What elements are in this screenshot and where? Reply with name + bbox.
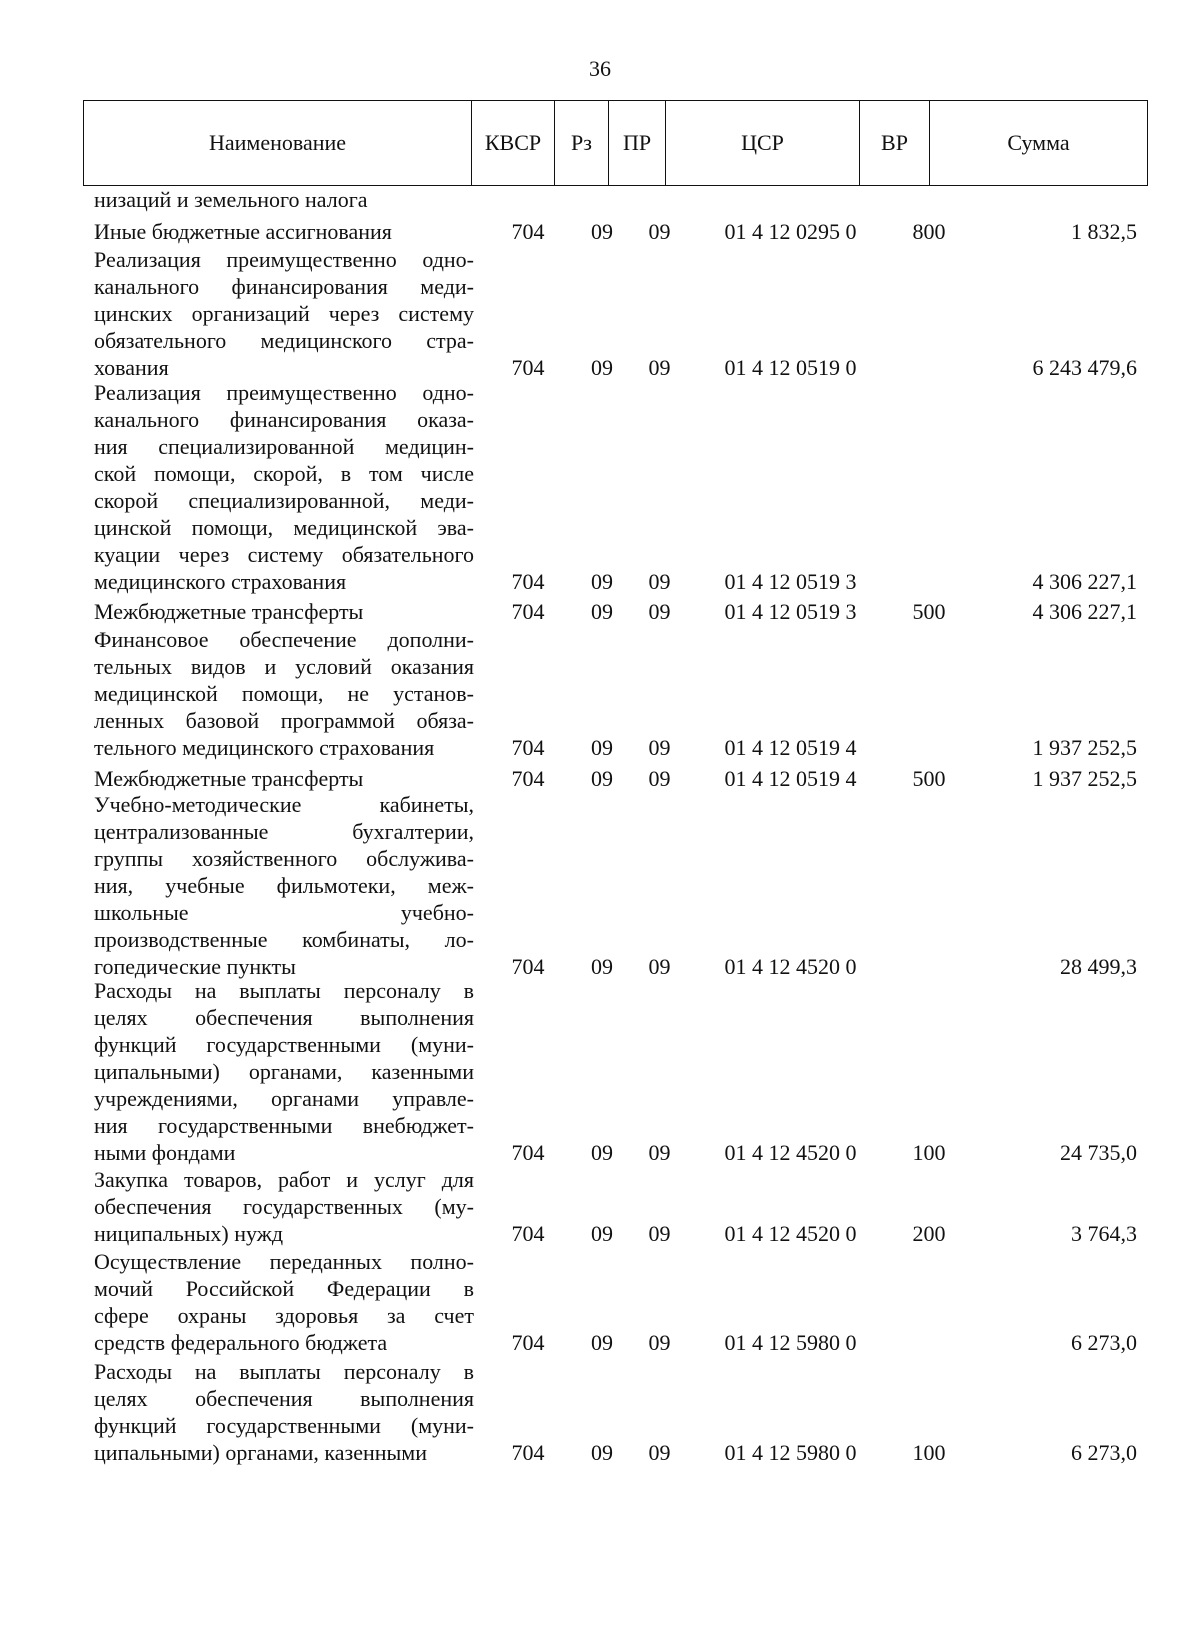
row-name-line: функций государственными (муни- — [94, 1031, 474, 1057]
cell-vr: 100 — [912, 1440, 946, 1466]
cell-csr: 01 4 12 4520 0 — [724, 953, 857, 979]
row-name-line: цинской помощи, медицинской эва- — [94, 514, 474, 540]
header-name: Наименование — [208, 130, 347, 155]
row-name-line: централизованные бухгалтерии, — [94, 818, 474, 844]
row-name-line: медицинской помощи, не установ- — [94, 680, 474, 706]
row-name — [94, 977, 474, 1166]
cell-pr: 09 — [648, 1221, 671, 1247]
cell-sum: 4 306 227,1 — [1032, 568, 1137, 594]
cell-sum: 6 273,0 — [1071, 1440, 1137, 1466]
header-csr: ЦСР — [665, 101, 859, 185]
row-name-line: гопедические пункты — [94, 953, 296, 979]
row-name-line: хования — [94, 354, 169, 380]
cell-csr: 01 4 12 0519 0 — [724, 354, 857, 380]
cell-rz: 09 — [591, 1139, 613, 1165]
cell-csr: 01 4 12 0519 4 — [724, 766, 857, 792]
row-name-line: тельного медицинского страхования — [94, 734, 435, 760]
table-row — [0, 1356, 1200, 1466]
cell-rz: 09 — [591, 1330, 613, 1356]
row-name-line: ципальными) органами, казенными — [94, 1058, 474, 1084]
cell-kvsr: 704 — [511, 219, 545, 245]
row-name-line: средств федерального бюджета — [94, 1330, 388, 1356]
cell-kvsr: 704 — [511, 354, 545, 380]
row-name — [94, 1358, 474, 1466]
row-name-line: группы хозяйственного обслужива- — [94, 845, 474, 871]
cell-rz: 09 — [591, 219, 613, 245]
cell-rz: 09 — [591, 354, 613, 380]
table-row — [0, 213, 1200, 245]
row-name-line: обязательного медицинского стра- — [94, 327, 474, 353]
cell-sum: 1 937 252,5 — [1032, 766, 1137, 792]
cell-pr: 09 — [648, 1440, 671, 1466]
table-row — [0, 244, 1200, 381]
cell-sum: 1 937 252,5 — [1032, 734, 1137, 760]
row-name-line: Расходы на выплаты персоналу в — [94, 1359, 474, 1385]
row-name-line: ния, учебные фильмотеки, меж- — [94, 872, 474, 898]
cell-rz: 09 — [591, 1221, 613, 1247]
cell-rz: 09 — [591, 953, 613, 979]
table-row — [0, 593, 1200, 625]
table-row — [0, 624, 1200, 761]
row-name — [94, 626, 474, 761]
row-name-line: канального финансирования меди- — [94, 273, 474, 299]
row-name-line: скорой специализированной, меди- — [94, 487, 474, 513]
row-name-line: Реализация преимущественно одно- — [94, 379, 474, 405]
cell-kvsr: 704 — [511, 766, 545, 792]
cell-kvsr: 704 — [511, 1330, 545, 1356]
row-name-line: мочий Российской Федерации в — [94, 1276, 474, 1302]
row-name — [94, 791, 474, 980]
cell-pr: 09 — [648, 766, 671, 792]
cell-vr: 500 — [912, 766, 946, 792]
row-name-line: ципальными) органами, казенными — [94, 1440, 427, 1466]
cell-sum: 6 243 479,6 — [1032, 354, 1137, 380]
cell-vr: 200 — [912, 1221, 946, 1247]
cell-csr: 01 4 12 0519 3 — [724, 599, 857, 625]
cell-kvsr: 704 — [511, 568, 545, 594]
row-name-line: ленных базовой программой обяза- — [94, 707, 474, 733]
table-row — [0, 380, 1200, 595]
row-name-line: Учебно-методические кабинеты, — [94, 791, 474, 817]
row-name — [94, 598, 474, 625]
table-row — [0, 1246, 1200, 1356]
table-row — [0, 791, 1200, 980]
cell-sum: 24 735,0 — [1060, 1139, 1137, 1165]
table-row — [0, 1163, 1200, 1247]
cell-csr: 01 4 12 0519 3 — [724, 568, 857, 594]
table-header — [83, 100, 1148, 186]
table-row — [0, 977, 1200, 1166]
row-name-line: тельных видов и условий оказания — [94, 653, 474, 679]
cell-sum: 1 832,5 — [1071, 219, 1137, 245]
row-name-line: учреждениями, органами управле- — [94, 1085, 474, 1111]
cell-sum: 4 306 227,1 — [1032, 599, 1137, 625]
cell-pr: 09 — [648, 734, 671, 760]
cell-csr: 01 4 12 0519 4 — [724, 734, 857, 760]
cell-kvsr: 704 — [511, 734, 545, 760]
header-kvsr: КВСР — [471, 101, 554, 185]
row-name — [94, 1166, 474, 1247]
row-name-line: Межбюджетные трансферты — [94, 599, 364, 625]
row-name-line: Межбюджетные трансферты — [94, 766, 364, 792]
row-name-line: функций государственными (муни- — [94, 1413, 474, 1439]
cell-pr: 09 — [648, 1139, 671, 1165]
cell-vr: 500 — [912, 599, 946, 625]
row-name-line: целях обеспечения выполнения — [94, 1386, 474, 1412]
cell-pr: 09 — [648, 599, 671, 625]
cell-kvsr: 704 — [511, 599, 545, 625]
cell-sum: 3 764,3 — [1071, 1221, 1137, 1247]
cell-pr: 09 — [648, 953, 671, 979]
cell-rz: 09 — [591, 599, 613, 625]
row-name — [94, 379, 474, 595]
cell-kvsr: 704 — [511, 1221, 545, 1247]
row-name-line: медицинского страхования — [94, 568, 347, 594]
cell-csr: 01 4 12 4520 0 — [724, 1139, 857, 1165]
cell-csr: 01 4 12 0295 0 — [724, 219, 857, 245]
cell-vr: 100 — [912, 1139, 946, 1165]
table-row — [0, 181, 1200, 213]
row-name-line: Финансовое обеспечение дополни- — [94, 626, 474, 652]
cell-pr: 09 — [648, 1330, 671, 1356]
cell-rz: 09 — [591, 568, 613, 594]
page-number: 36 — [589, 56, 611, 81]
row-name-line: целях обеспечения выполнения — [94, 1004, 474, 1030]
cell-rz: 09 — [591, 734, 613, 760]
row-name-line: ния государственными внебюджет- — [94, 1112, 474, 1138]
row-name-line: сфере охраны здоровья за счет — [94, 1303, 474, 1329]
row-name — [94, 218, 474, 245]
cell-kvsr: 704 — [511, 953, 545, 979]
cell-kvsr: 704 — [511, 1139, 545, 1165]
cell-rz: 09 — [591, 1440, 613, 1466]
cell-pr: 09 — [648, 219, 671, 245]
row-name-line: ными фондами — [94, 1139, 236, 1165]
row-name-line: низаций и земельного налога — [94, 187, 368, 213]
row-name — [94, 186, 474, 213]
cell-sum: 6 273,0 — [1071, 1330, 1137, 1356]
row-name-line: ния специализированной медицин- — [94, 433, 474, 459]
cell-csr: 01 4 12 5980 0 — [724, 1440, 857, 1466]
header-sum: Сумма — [929, 101, 1147, 185]
cell-csr: 01 4 12 5980 0 — [724, 1330, 857, 1356]
row-name-line: Иные бюджетные ассигнования — [94, 219, 392, 245]
row-name-line: цинских организаций через систему — [94, 300, 474, 326]
row-name-line: Расходы на выплаты персоналу в — [94, 977, 474, 1003]
row-name-line: производственные комбинаты, ло- — [94, 926, 474, 952]
header-rz: Рз — [554, 101, 608, 185]
row-name-line: Закупка товаров, работ и услуг для — [94, 1167, 474, 1193]
header-vr: ВР — [859, 101, 929, 185]
row-name-line: обеспечения государственных (му- — [94, 1194, 474, 1220]
row-name-line: Осуществление переданных полно- — [94, 1249, 474, 1275]
row-name-line: куации через систему обязательного — [94, 541, 474, 567]
row-name-line: канального финансирования оказа- — [94, 406, 474, 432]
row-name — [94, 1248, 474, 1356]
cell-csr: 01 4 12 4520 0 — [724, 1221, 857, 1247]
row-name-line: ской помощи, скорой, в том числе — [94, 460, 474, 486]
row-name-line: ниципальных) нужд — [94, 1221, 284, 1247]
cell-pr: 09 — [648, 568, 671, 594]
row-name-line: школьные учебно- — [94, 899, 474, 925]
row-name — [94, 765, 474, 792]
cell-rz: 09 — [591, 766, 613, 792]
cell-sum: 28 499,3 — [1060, 953, 1137, 979]
header-pr: ПР — [608, 101, 665, 185]
table-row — [0, 760, 1200, 792]
cell-kvsr: 704 — [511, 1440, 545, 1466]
row-name — [94, 246, 474, 381]
row-name-line: Реализация преимущественно одно- — [94, 246, 474, 272]
cell-pr: 09 — [648, 354, 671, 380]
cell-vr: 800 — [912, 219, 946, 245]
